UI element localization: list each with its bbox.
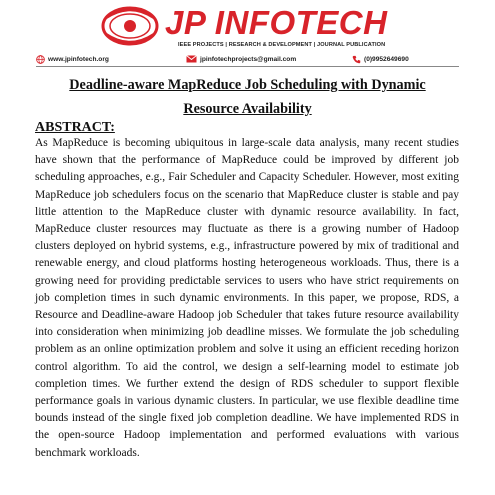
website-text: www.jpinfotech.org	[48, 55, 109, 63]
contact-phone[interactable]	[352, 53, 409, 65]
phone-text: (0)9952649690	[364, 55, 409, 63]
letterhead-divider	[36, 66, 459, 67]
globe-icon	[36, 55, 45, 64]
brand-name: JP INFOTECH	[165, 4, 388, 41]
contact-bar	[0, 53, 495, 65]
abstract-heading: ABSTRACT:	[35, 120, 115, 135]
document-title: Deadline-aware MapReduce Job Scheduling with Dynamic Resource Availability	[69, 77, 426, 117]
contact-email[interactable]	[186, 53, 296, 65]
letterhead	[0, 0, 495, 62]
abstract-body: As MapReduce is becoming ubiquitous in large-scale data analysis, many recent studies have shown that the performance of MapReduce could be improved by different job scheduling approaches, e.g., Fair Scheduler and Capacity Scheduler. However, most exiting MapReduce job schedulers focus on the scenario that MapReduce cluster is stable and pay little attention to the MapReduce cluster with dynamic resource availability. In fact, MapReduce cluster resources may fluctuate as there is a growing number of Hadoop clusters deployed on hybrid systems, e.g., infrastructure powered by mix of traditional and renewable energy, and cloud platforms hosting heterogeneous workloads. Thus, there is a growing need for providing predictable services to users who have strict requirements on job completion times in such dynamic environments. In this paper, we propose, RDS, a Resource and Deadline-aware Hadoop job Scheduler that takes future resource availability into consideration when minimizing job deadline misses. We formulate the job scheduling problem as an online optimization problem and solve it using an efficient receding horizon control algorithm. To aid the control, we design a self-learning model to estimate job completion times. We further extend the design of RDS scheduler to support flexible performance goals in various dynamic clusters. In particular, we use flexible deadline time bounds instead of the single fixed job completion deadline. We have implemented RDS in the open-source Hadoop implementation and performed evaluations with various benchmark workloads.	[35, 137, 459, 459]
brand-tagline: IEEE PROJECTS | RESEARCH & DEVELOPMENT | JOURNAL PUBLICATION	[178, 42, 386, 48]
email-text: jpinfotechprojects@gmail.com	[200, 55, 297, 63]
contact-website[interactable]	[36, 53, 109, 65]
mail-icon	[186, 55, 197, 63]
phone-icon	[352, 55, 361, 64]
jp-logo-icon	[100, 4, 160, 48]
